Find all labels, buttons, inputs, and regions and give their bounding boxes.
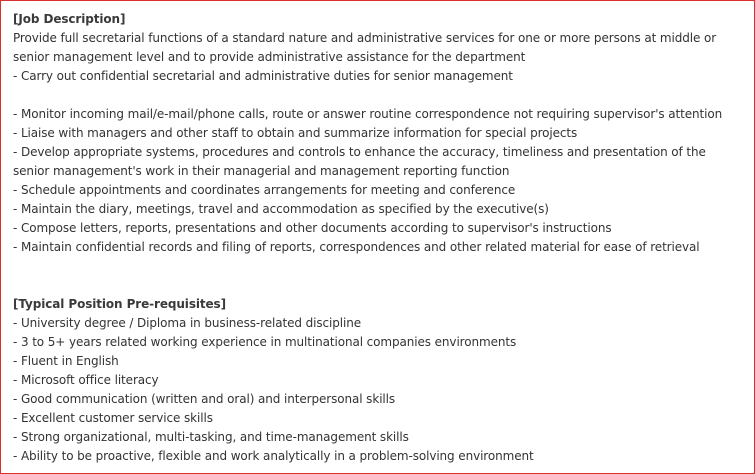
- duty-item: - Schedule appointments and coordinates arrangements for meeting and conference: [13, 183, 516, 197]
- duty-item-continuation: senior management's work in their managerial and management reporting function: [13, 164, 510, 178]
- prerequisite-item: - 3 to 5+ years related working experience in multinational companies environments: [13, 335, 517, 349]
- job-posting-content: [13, 10, 743, 466]
- spacer: [13, 86, 743, 105]
- job-description-heading: [Job Description]: [13, 12, 126, 26]
- prerequisite-item: - Microsoft office literacy: [13, 373, 159, 387]
- duty-item: - Maintain the diary, meetings, travel and accommodation as specified by the executive(s): [13, 202, 549, 216]
- prerequisite-item: - Strong organizational, multi-tasking, and time-management skills: [13, 430, 409, 444]
- prerequisite-item: - University degree / Diploma in business-related discipline: [13, 316, 361, 330]
- duty-item: - Compose letters, reports, presentations and other documents according to supervisor's instructions: [13, 221, 612, 235]
- prerequisite-item: - Ability to be proactive, flexible and work analytically in a problem-solving environment: [13, 449, 534, 463]
- duty-item: - Maintain confidential records and filing of reports, correspondences and other related material for ease of retrieval: [13, 240, 700, 254]
- duty-item: - Develop appropriate systems, procedures and controls to enhance the accuracy, timeliness and presentation of the: [13, 145, 706, 159]
- prerequisite-item: - Good communication (written and oral) and interpersonal skills: [13, 392, 396, 406]
- prerequisite-item: - Excellent customer service skills: [13, 411, 213, 425]
- intro-line: Provide full secretarial functions of a standard nature and administrative services for one or more persons at middle or: [13, 31, 717, 45]
- duty-item: - Monitor incoming mail/e-mail/phone calls, route or answer routine correspondence not requiring supervisor's attention: [13, 107, 723, 121]
- spacer: [13, 276, 743, 295]
- duty-item: - Carry out confidential secretarial and administrative duties for senior management: [13, 69, 513, 83]
- prerequisites-heading: [Typical Position Pre-requisites]: [13, 297, 226, 311]
- spacer: [13, 257, 743, 276]
- prerequisite-item: - Fluent in English: [13, 354, 119, 368]
- intro-line: senior management level and to provide administrative assistance for the department: [13, 50, 526, 64]
- duty-item: - Liaise with managers and other staff to obtain and summarize information for special projects: [13, 126, 578, 140]
